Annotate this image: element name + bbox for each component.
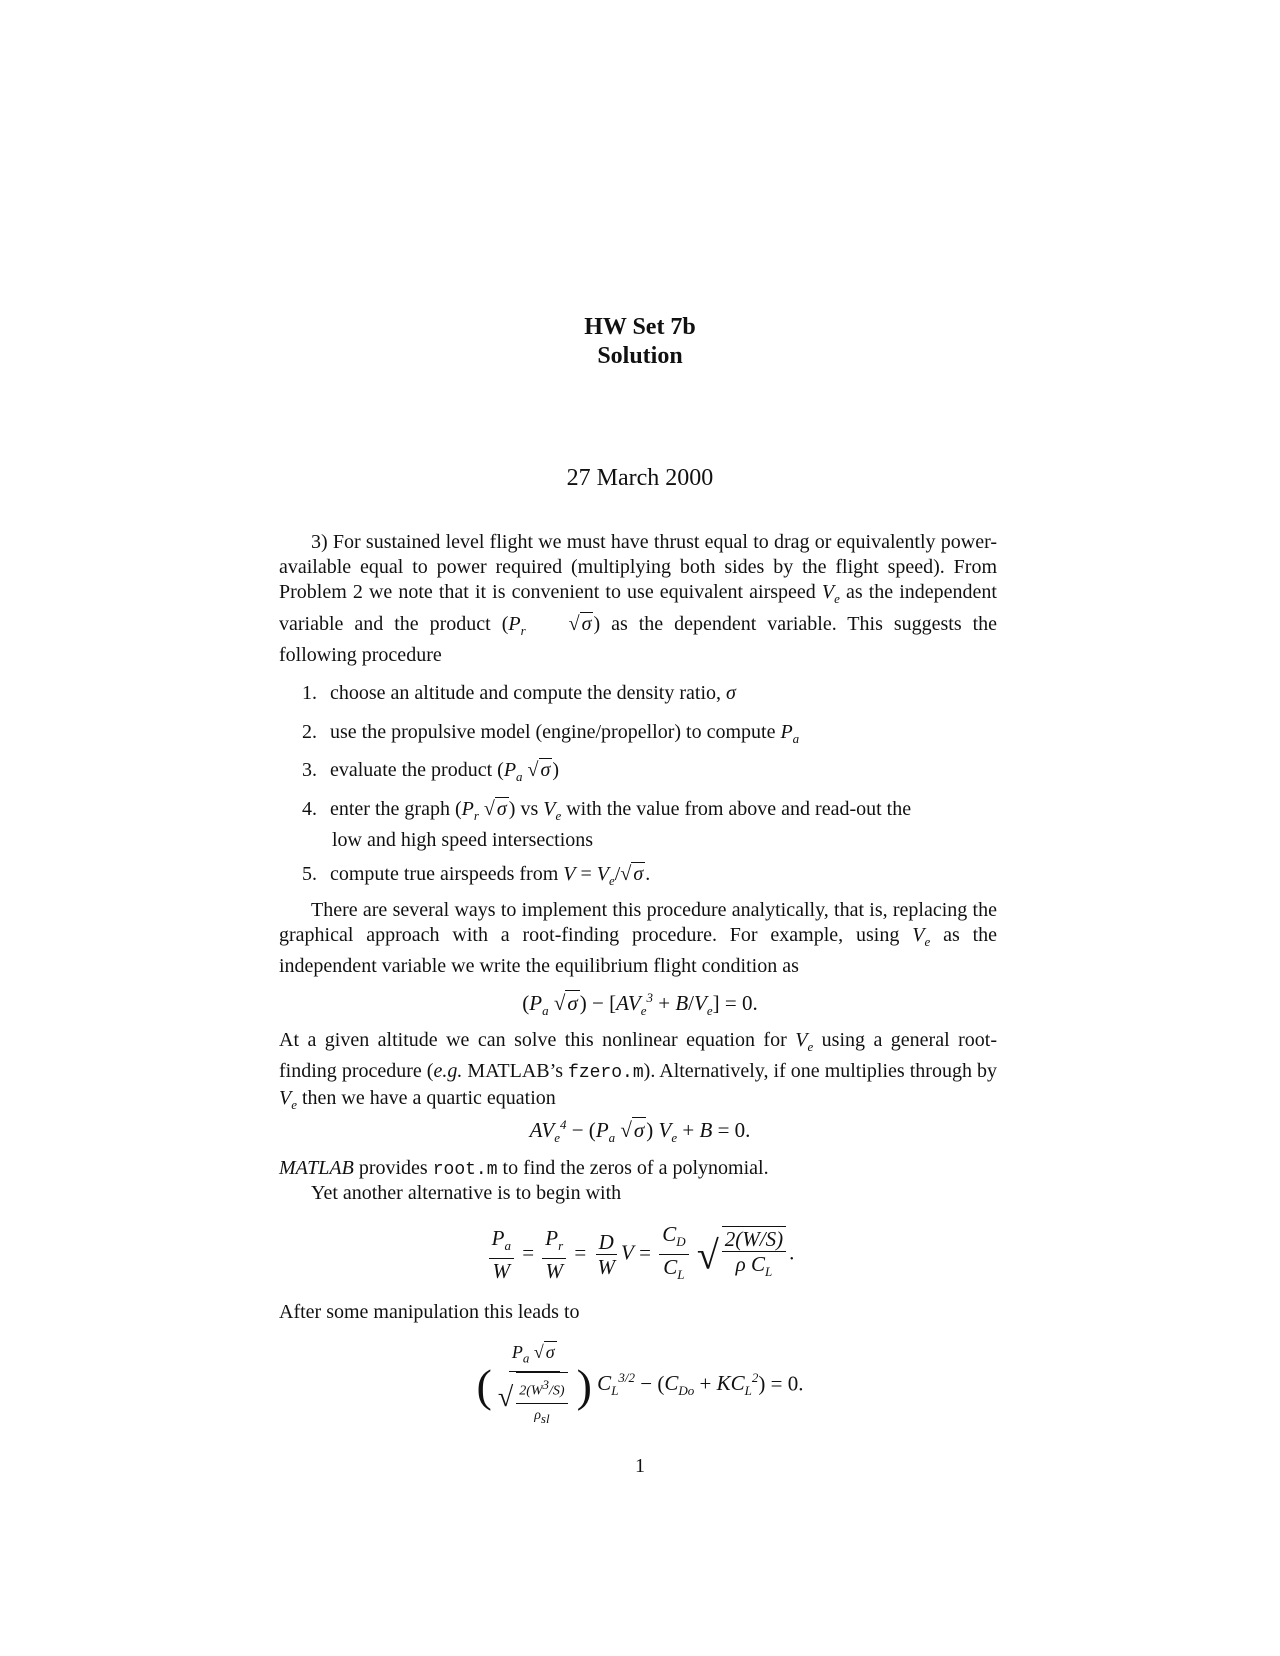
equation-2: $AV_e^4 - (P_a$ √σ) $V_e + B = 0$. bbox=[529, 1117, 751, 1146]
paragraph-6: After some manipulation this leads to bbox=[279, 1301, 580, 1323]
list-item: 3. evaluate the product ($P_a$ √ σ ) bbox=[302, 759, 560, 784]
paragraph-2: There are several ways to implement this procedure analytically, that is, replacing the graphical approach with a root-finding procedure. For example, using $V_e$ as the independent variable we write the equilibrium flight condition as bbox=[279, 899, 998, 978]
list-item: 4. enter the graph ($P_r$ √ σ ) vs $V_e$ with the value from above and read-out the low and high speed intersections bbox=[302, 798, 912, 852]
equation-4: ( $P_a$ √ σ √ $\frac{2(W^3/S)}{\rho_{sl}}$ ) $C_L^{3/2} - (C_{Do} + KC_L^2) = 0$. bbox=[0, 1340, 1280, 1431]
list-item: 2. use the propulsive model (engine/propellor) to compute $P_a$ bbox=[302, 721, 800, 746]
title-line-1: HW Set 7b bbox=[584, 314, 696, 340]
paragraph-4: MATLAB provides root.m to find the zeros of a polynomial. bbox=[279, 1157, 769, 1180]
equation-1: ($P_a$ $√\sigma) - [AV_e^3 + B/V_e] = 0$. bbox=[522, 990, 758, 1019]
list-item: 5. compute true airspeeds from $V = V_e/√$ σ . bbox=[302, 863, 651, 888]
paragraph-5: Yet another alternative is to begin with bbox=[311, 1182, 622, 1204]
intro-paragraph: 3) For sustained level flight we must have thrust equal to drag or equivalently power-available equal to power required (multiplying both sides by the flight speed). From Problem 2 we note that it is convenient to use equivalent airspeed $V_e$ as the independent variable and the product ($P_r$ √ σ ) as the dependent variable. This suggests the following procedure bbox=[279, 531, 998, 666]
date: 27 March 2000 bbox=[566, 465, 714, 491]
list-item: 1. choose an altitude and compute the density ratio, σ bbox=[302, 682, 736, 704]
paragraph-3: At a given altitude we can solve this nonlinear equation for $V_e$ using a general root-finding procedure (e.g. MATLAB’s fzero.m). Alternatively, if one multiplies through by $V_e$ then we have a quartic equation bbox=[279, 1029, 997, 1113]
equation-3: $\frac{P_a}{W}$ = $\frac{P_r}{W}$ = $\frac{D}{W}$ V = $\frac{C_D}{C_L}$ √ $\frac{2(W/S)}{\rho C_L}$ . bbox=[0, 1222, 1280, 1287]
page-number: 1 bbox=[635, 1455, 645, 1477]
title-line-2: Solution bbox=[597, 343, 683, 369]
